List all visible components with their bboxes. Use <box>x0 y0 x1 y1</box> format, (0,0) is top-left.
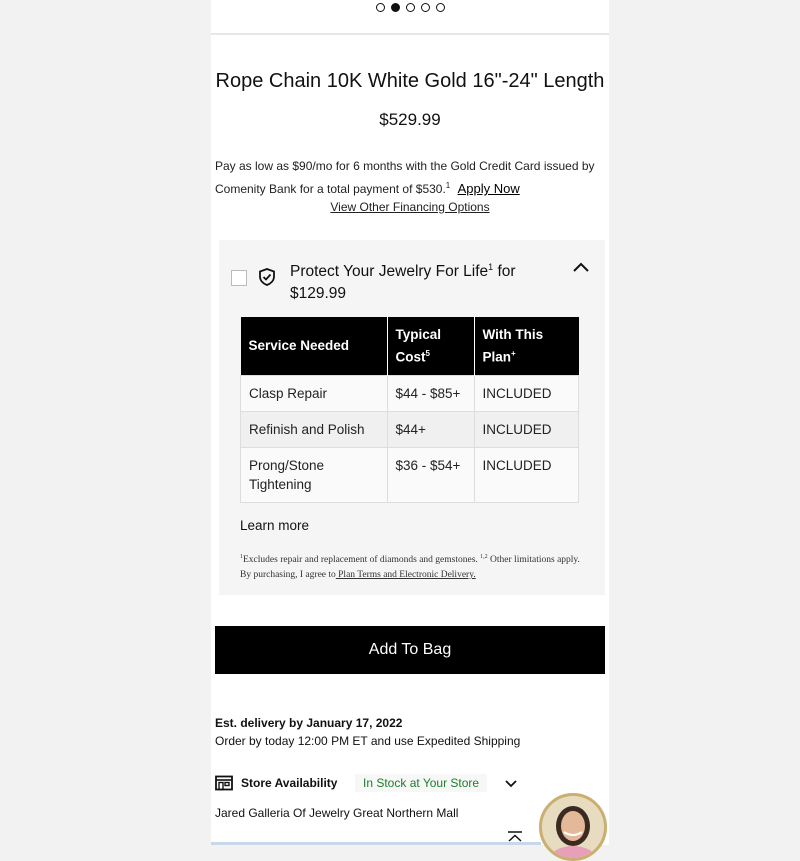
delivery-estimate: Est. delivery by January 17, 2022 <box>215 716 403 730</box>
protection-table <box>240 317 579 503</box>
carousel-dot-2[interactable] <box>391 3 400 12</box>
fine-print <box>240 550 585 583</box>
chevron-up-icon[interactable] <box>572 260 590 274</box>
chevron-down-icon[interactable] <box>504 779 518 789</box>
header-service <box>241 317 388 375</box>
protection-plan-panel <box>219 240 605 595</box>
table-cell: Clasp Repair <box>241 375 388 411</box>
apply-now-link[interactable]: Apply Now <box>457 181 520 196</box>
financing-sup: 1 <box>445 181 451 190</box>
avatar-person-icon <box>542 796 604 858</box>
carousel-dot-1[interactable] <box>376 3 385 12</box>
protection-title-for: for <box>493 263 516 281</box>
table-header-row <box>241 317 579 375</box>
protection-title <box>290 256 550 305</box>
table-cell: Prong/Stone Tightening <box>241 447 388 502</box>
table-cell: INCLUDED <box>474 411 579 447</box>
header-cost <box>387 317 474 375</box>
header-cost-text: Typical Cost <box>395 327 442 365</box>
product-page <box>211 0 609 845</box>
header-plan <box>474 317 579 375</box>
protection-price: $129.99 <box>290 285 347 303</box>
store-availability[interactable] <box>215 774 605 794</box>
header-plan-text: With This Plan <box>482 327 544 365</box>
table-row <box>241 447 579 502</box>
table-cell: $36 - $54+ <box>387 447 474 502</box>
chat-assistant-avatar[interactable] <box>539 793 607 861</box>
protection-title-text: Protect Your Jewelry For Life <box>290 263 489 281</box>
store-name: Jared Galleria Of Jewelry Great Northern Mall <box>215 806 459 820</box>
divider <box>211 33 609 35</box>
table-cell: INCLUDED <box>474 447 579 502</box>
table-cell: $44 - $85+ <box>387 375 474 411</box>
product-price: $529.99 <box>379 110 441 129</box>
table-row <box>241 411 579 447</box>
other-financing-link[interactable]: View Other Financing Options <box>330 200 490 214</box>
plan-terms-link[interactable]: Plan Terms and Electronic Delivery. <box>335 570 476 581</box>
fine-sup-1: 1 <box>240 554 243 560</box>
learn-more-link[interactable]: Learn more <box>240 518 310 533</box>
delivery-info <box>215 714 520 750</box>
product-title: Rope Chain 10K White Gold 16"-24" Length <box>215 70 605 92</box>
add-to-bag-button[interactable]: Add To Bag <box>215 626 605 674</box>
carousel-dot-3[interactable] <box>406 3 415 12</box>
fine-sup-2: 1,2 <box>480 554 488 560</box>
protection-checkbox[interactable] <box>231 270 247 286</box>
protection-title-sup: 1 <box>488 262 494 272</box>
financing-body: Pay as low as $90/mo for 6 months with the Gold Credit Card issued by Comenity Bank for a total payment of $530. <box>215 159 595 196</box>
table-cell: $44+ <box>387 411 474 447</box>
shield-check-icon <box>257 267 277 287</box>
carousel-dot-5[interactable] <box>436 3 445 12</box>
stock-status-badge: In Stock at Your Store <box>355 774 487 792</box>
fine-text-a: Excludes repair and replacement of diamonds and gemstones. <box>243 555 481 566</box>
financing-text <box>215 156 607 199</box>
table-cell: Refinish and Polish <box>241 411 388 447</box>
delivery-order-by: Order by today 12:00 PM ET and use Expedited Shipping <box>215 734 521 748</box>
store-icon <box>215 775 233 791</box>
header-cost-sup: 5 <box>425 349 430 358</box>
carousel-dots <box>211 3 609 12</box>
fine-text-b: Other limitations apply. By purchasing, I agree to <box>240 555 580 581</box>
carousel-dot-4[interactable] <box>421 3 430 12</box>
header-plan-sup: + <box>511 349 516 358</box>
table-cell: INCLUDED <box>474 375 579 411</box>
header-service-text: Service Needed <box>248 338 350 354</box>
store-availability-label: Store Availability <box>241 776 338 790</box>
table-row <box>241 375 579 411</box>
